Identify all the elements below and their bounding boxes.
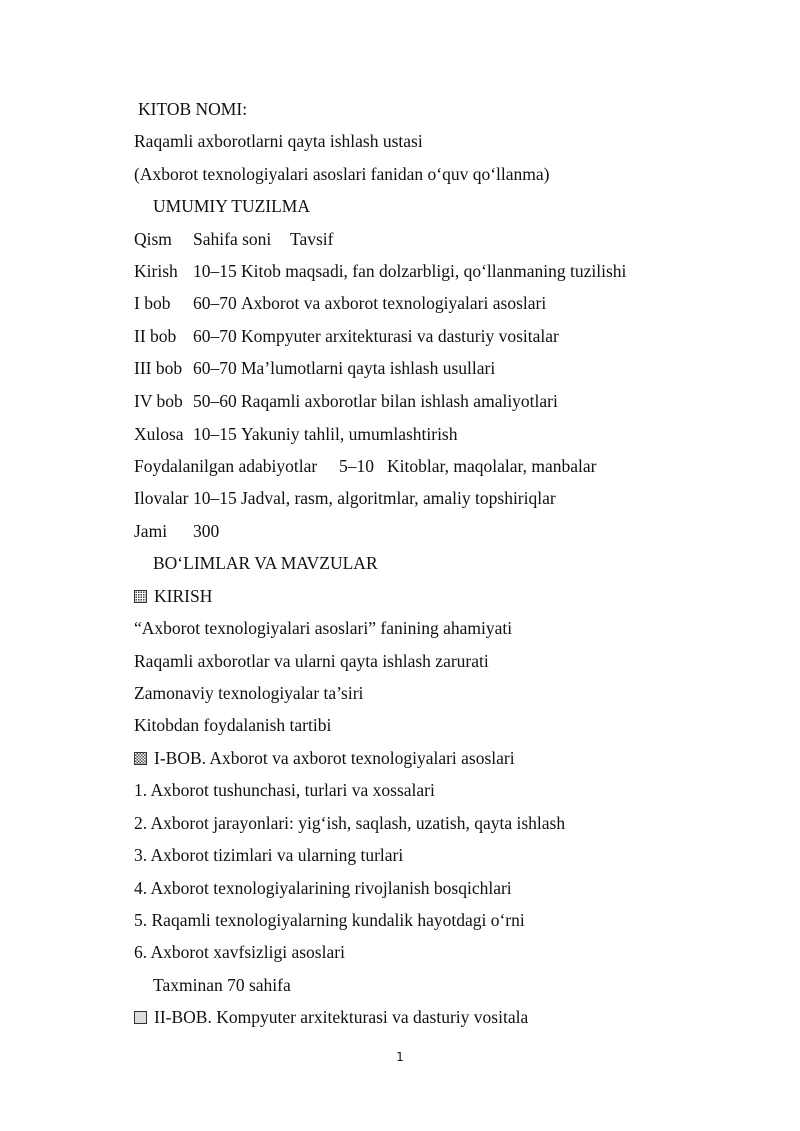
row-desc: Ma’lumotlarni qayta ishlash usullari: [241, 358, 496, 378]
list-item: 3. Axborot tizimlari va ularning turlari: [134, 845, 404, 865]
row-pages: 50–60: [193, 391, 237, 411]
row-pages: 60–70: [193, 293, 237, 313]
page-number: 1: [396, 1050, 404, 1064]
list-item: 5. Raqamli texnologiyalarning kundalik hayotdagi o‘rni: [134, 910, 525, 930]
bob1-heading: [134, 747, 515, 769]
list-item: Raqamli axborotlar va ularni qayta ishlash zarurati: [134, 651, 489, 671]
row-pages: 60–70: [193, 326, 237, 346]
row-part: IV bob: [134, 391, 183, 411]
row-part: I bob: [134, 293, 171, 313]
row-part: Foydalanilgan adabiyotlar: [134, 456, 318, 476]
sections-heading: BO‘LIMLAR VA MAVZULAR: [153, 553, 378, 573]
row-part: III bob: [134, 358, 183, 378]
bob1-title: I-BOB. Axborot va axborot texnologiyalari asoslari: [154, 748, 515, 768]
bob1-note: Taxminan 70 sahifa: [153, 975, 291, 995]
row-desc: Jadval, rasm, algoritmlar, amaliy topshiriqlar: [241, 488, 556, 508]
list-item: 1. Axborot tushunchasi, turlari va xossalari: [134, 780, 435, 800]
list-item: 2. Axborot jarayonlari: yig‘ish, saqlash, uzatish, qayta ishlash: [134, 813, 566, 833]
list-item: “Axborot texnologiyalari asoslari” fanining ahamiyati: [134, 618, 513, 638]
column-header-desc: Tavsif: [290, 229, 334, 249]
square-bullet-icon: [134, 1011, 147, 1024]
column-header-pages: Sahifa soni: [193, 229, 272, 249]
list-item: 6. Axborot xavfsizligi asoslari: [134, 942, 345, 962]
row-part: Xulosa: [134, 424, 184, 444]
structure-heading: UMUMIY TUZILMA: [153, 196, 311, 216]
list-item: Kitobdan foydalanish tartibi: [134, 715, 332, 735]
row-desc: Kompyuter arxitekturasi va dasturiy vositalar: [241, 326, 559, 346]
row-desc: Kitoblar, maqolalar, manbalar: [387, 456, 597, 476]
row-desc: Axborot va axborot texnologiyalari asoslari: [241, 293, 547, 313]
row-part: II bob: [134, 326, 177, 346]
column-header-part: Qism: [134, 229, 172, 249]
row-pages: 300: [193, 521, 220, 541]
row-pages: 5–10: [339, 456, 374, 476]
square-bullet-icon: [134, 752, 147, 765]
book-name: Raqamli axborotlarni qayta ishlash ustasi: [134, 131, 423, 151]
row-pages: 10–15: [193, 488, 237, 508]
row-part: Kirish: [134, 261, 178, 281]
book-title-label: KITOB NOMI:: [138, 99, 248, 119]
row-desc: Yakuniy tahlil, umumlashtirish: [241, 424, 458, 444]
list-item: Zamonaviy texnologiyalar ta’siri: [134, 683, 364, 703]
row-part: Jami: [134, 521, 168, 541]
row-pages: 60–70: [193, 358, 237, 378]
row-desc: Raqamli axborotlar bilan ishlash amaliyotlari: [241, 391, 558, 411]
row-desc: Kitob maqsadi, fan dolzarbligi, qo‘llanmaning tuzilishi: [241, 261, 627, 281]
kirish-title: KIRISH: [154, 586, 213, 606]
row-pages: 10–15: [193, 424, 237, 444]
list-item: 4. Axborot texnologiyalarining rivojlanish bosqichlari: [134, 878, 512, 898]
square-bullet-icon: [134, 590, 147, 603]
kirish-heading: [134, 585, 212, 607]
row-part: Ilovalar: [134, 488, 189, 508]
row-pages: 10–15: [193, 261, 237, 281]
bob2-heading: [134, 1006, 528, 1028]
bob2-title: II-BOB. Kompyuter arxitekturasi va dasturiy vositala: [154, 1007, 529, 1027]
book-subtitle: (Axborot texnologiyalari asoslari fanidan o‘quv qo‘llanma): [134, 164, 550, 184]
